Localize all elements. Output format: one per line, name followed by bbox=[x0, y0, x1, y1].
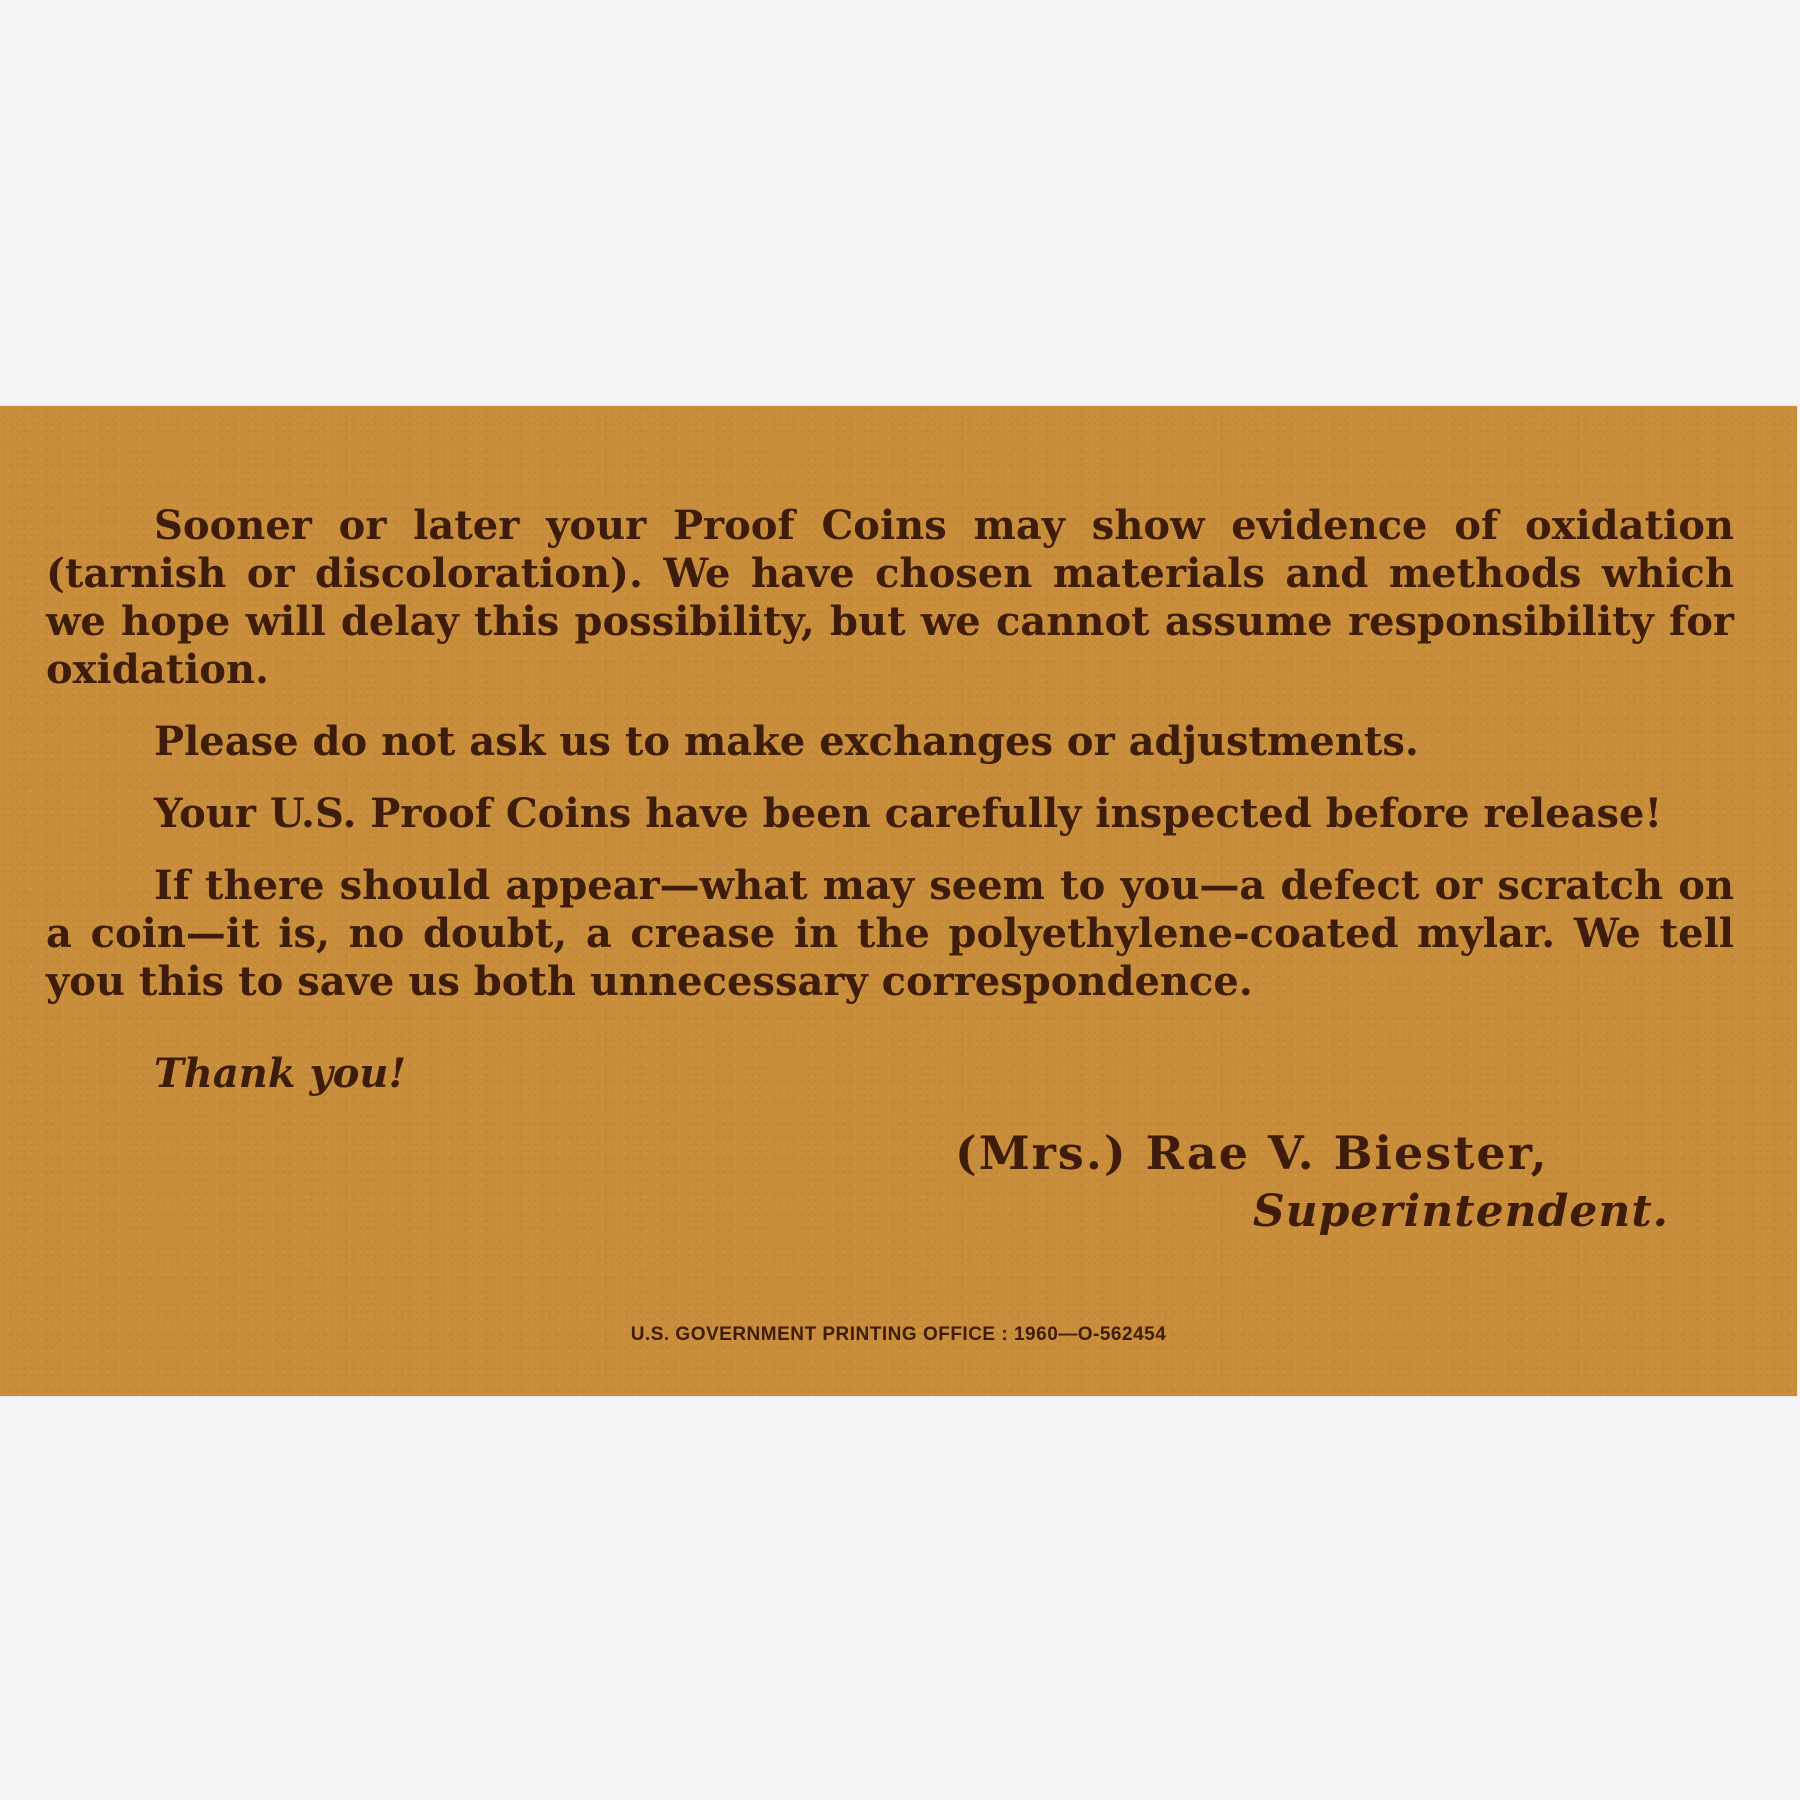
signature-title: Superintendent. bbox=[1252, 1186, 1669, 1237]
notice-card bbox=[0, 406, 1797, 1396]
crease-paragraph: If there should appear—what may seem to you—a defect or scratch on a coin—it is, no doubt, a crease in the polyethylene-coated mylar. We tell you this to save us both unnecessary correspondence. bbox=[46, 862, 1734, 1005]
oxidation-paragraph: Sooner or later your Proof Coins may show evidence of oxidation (tarnish or discoloration). We have chosen materials and methods which we hope will delay this possibility, but we cannot assume responsibility for oxidation. bbox=[46, 502, 1734, 693]
notice-body bbox=[46, 502, 1734, 1030]
closing-text: Thank you! bbox=[154, 1050, 407, 1097]
signature-name: (Mrs.) Rae V. Biester, bbox=[955, 1126, 1549, 1180]
no-exchanges-paragraph: Please do not ask us to make exchanges or adjustments. bbox=[154, 718, 1419, 765]
printing-office-imprint: U.S. GOVERNMENT PRINTING OFFICE : 1960—O-562454 bbox=[630, 1324, 1167, 1345]
inspected-paragraph: Your U.S. Proof Coins have been carefully inspected before release! bbox=[154, 790, 1663, 837]
